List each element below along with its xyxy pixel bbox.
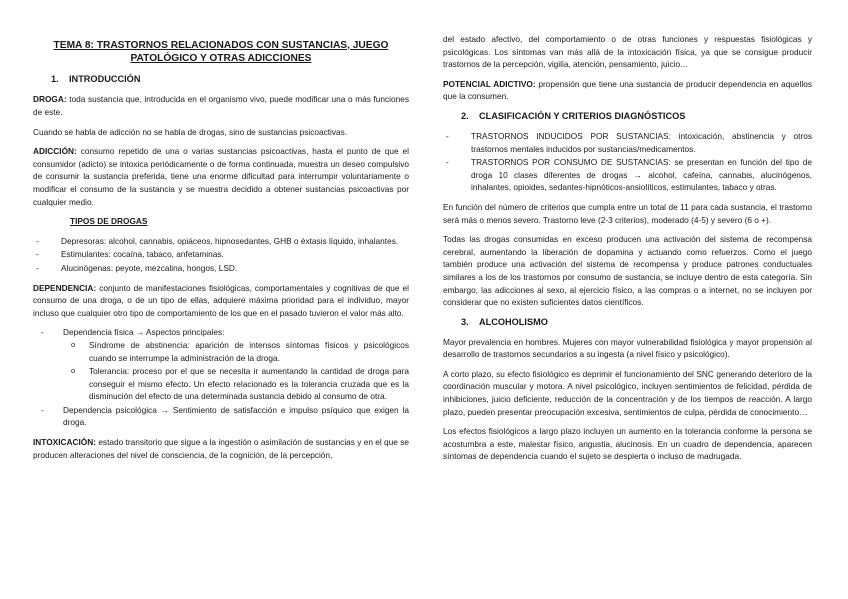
paragraph-prevalencia: Mayor prevalencia en hombres. Mujeres con mayor vulnerabilidad fisiológica y mayor propensión al desarrollo de trastornos secundarios a su ingesta (a nivel físico y psicológico). — [443, 336, 812, 360]
list-item: - TRASTORNOS INDUCIDOS POR SUSTANCIAS: intoxicación, abstinencia y otros trastornos mentales inducidos por sustancias/medicamentos. — [443, 130, 812, 155]
definition-text: propensión que tiene una sustancia de producir dependencia en aquellos que la consumen. — [443, 78, 812, 102]
paragraph-todas-las-drogas: Todas las drogas consumidas en exceso producen una activación del sistema de recompensa cerebral, aumentando la liberación de dopamina y actuando como refuerzos. Como el juego también produce una activación del sistema de recompensa y produce patrones conductuales similares a los de los trastornos por consumo de sustancia, se incluye dentro de esta categoría. Sin embargo, las adicciones al sexo, al ejercicio físico, a las compras o a internet, no se incluyen por considerar que no existen suficientes datos científicos. — [443, 234, 812, 308]
definition-intoxicacion — [33, 436, 409, 461]
dependencia-list — [33, 326, 409, 429]
definition-dependencia — [33, 282, 409, 320]
section-label: ALCOHOLISMO — [479, 316, 548, 327]
definition-droga — [33, 93, 409, 118]
paragraph-corto-plazo: A corto plazo, su efecto fisiológico es deprimir el funcionamiento del SNC generando deterioro de la coordinación muscular y motora. A nivel psicológico, incluyen sentimientos de felicidad, pérdida de inhibiciones, juicio deficiente, reducción de la concentración y de los tiempos de reacción. A largo plazo, pueden presentar preocupación excesiva, sentimientos de culpa, pérdida de conocimiento… — [443, 368, 812, 417]
list-item-psicologica: - Dependencia psicológica → Sentimiento de satisfacción e impulso psíquico que exigen la droga. — [33, 404, 409, 429]
definition-text: conjunto de manifestaciones fisiológicas, comportamentales y cognitivas de que el consumo de una droga, o de un tipo de ellas, adquiere máxima prioridad para el individuo, mayor incluso que cualquier otro tipo de comportamiento de los que en el pasado tuvieron el valor más alto. — [33, 282, 409, 318]
definition-text: consumo repetido de una o varias sustancias psicoactivas, hasta el punto de que el consumidor (adicto) se intoxica periódicamente o de forma continuada, muestra un deseo compulsivo de consumir la sustancia preferida, tiene una enorme dificultad para interrumpir voluntariamente o modificar el consumo de la sustancia y se muestra decidido a obtener sustancias psicoactivas por cualquier medio. — [33, 146, 409, 207]
list-item: - Alucinógenas: peyote, mezcalina, hongos, LSD. — [33, 262, 409, 275]
paragraph-cuando: Cuando se habla de adicción no se habla de drogas, sino de sustancias psicoactivas. — [33, 126, 348, 137]
sublist-item: o Síndrome de abstinencia: aparición de intensos síntomas físicos y psicológicos cuando se interrumpe la administración de la droga. — [63, 339, 409, 364]
section-label: INTRODUCCIÓN — [69, 74, 141, 85]
sublist-item: o Tolerancia: proceso por el que se necesita ir aumentando la cantidad de droga para conseguir el mismo efecto. Un efecto relacionado es la tolerancia cruzada que es la disminución del efecto de una determinada sustancia debido al consumo de otra. — [63, 365, 409, 403]
section-number: 1. — [51, 74, 59, 85]
term-intoxicacion: INTOXICACIÓN: — [33, 437, 96, 448]
paragraph-criterios: En función del número de criterios que cumpla entre un total de 11 para cada sustancia, el trastorno será más o menos severo. Trastorno leve (2-3 criterios), moderado (4-5) y severo (6 o +). — [443, 201, 812, 225]
term-adiccion: ADICCIÓN: — [33, 146, 77, 157]
definition-text: toda sustancia que, introducida en el organismo vivo, puede modificar una o más funciones de este. — [33, 94, 409, 117]
term-potencial-adictivo: POTENCIAL ADICTIVO: — [443, 78, 536, 89]
list-item: - Estimulantes: cocaína, tabaco, anfetaminas. — [33, 248, 409, 261]
list-item-fisica — [33, 326, 409, 403]
clasificacion-list — [443, 130, 812, 194]
section-number: 3. — [461, 316, 469, 327]
tipos-list — [33, 235, 409, 275]
section-heading-clasificacion — [443, 110, 812, 123]
paragraph-largo-plazo: Los efectos fisiológicos a largo plazo incluyen un aumento en la tolerancia conforme la persona se acostumbra a este, malestar físico, angustia, alucinosis. En un cuadro de dependencia, aparecen síntomas de dependencia cuando el sujeto se despierta o incluso de madrugada. — [443, 426, 812, 462]
left-column — [33, 33, 409, 468]
list-item-text: Dependencia física → Aspectos principales: — [63, 327, 225, 338]
definition-adiccion — [33, 145, 409, 208]
document-title: TEMA 8: TRASTORNOS RELACIONADOS CON SUSTANCIAS, JUEGO PATOLÓGICO Y OTRAS ADICCIONES — [53, 40, 389, 65]
section-heading-introduccion — [33, 73, 409, 86]
paragraph-continuation: del estado afectivo, del comportamiento o de otras funciones y respuestas fisiológicas y psicológicas. Los síntomas van más allá de la intoxicación física, ya que se consigue producir trastornos de la percepción, vigilia, atención, pensamiento, juicio… — [443, 34, 812, 70]
definition-text: estado transitorio que sigue a la ingestión o asimilación de sustancias y en el que se producen alteraciones del nivel de consciencia, de la cognición, de la percepción, — [33, 437, 409, 460]
section-label: CLASIFICACIÓN Y CRITERIOS DIAGNÓSTICOS — [479, 110, 686, 121]
list-item: - Depresoras: alcohol, cannabis, opiáceos, hipnosedantes, GHB o éxtasis líquido, inhalantes. — [33, 235, 409, 248]
definition-potencial-adictivo — [443, 78, 812, 103]
section-number: 2. — [461, 110, 469, 121]
term-dependencia: DEPENDENCIA: — [33, 282, 97, 293]
section-heading-alcoholismo — [443, 316, 812, 329]
subheading-tipos-de-drogas: TIPOS DE DROGAS — [70, 216, 148, 227]
list-item: - TRASTORNOS POR CONSUMO DE SUSTANCIAS: se presentan en función del tipo de droga 10 clases diferentes de drogas → alcohol, cafeína, cannabis, alucinógenos, inhalantes, opioides, sedantes-hipnóticos-ansiolíticos, estimulantes, tabaco y otras. — [443, 156, 812, 194]
right-column — [443, 33, 812, 470]
term-droga: DROGA: — [33, 94, 67, 105]
fisica-sublist — [63, 339, 409, 403]
